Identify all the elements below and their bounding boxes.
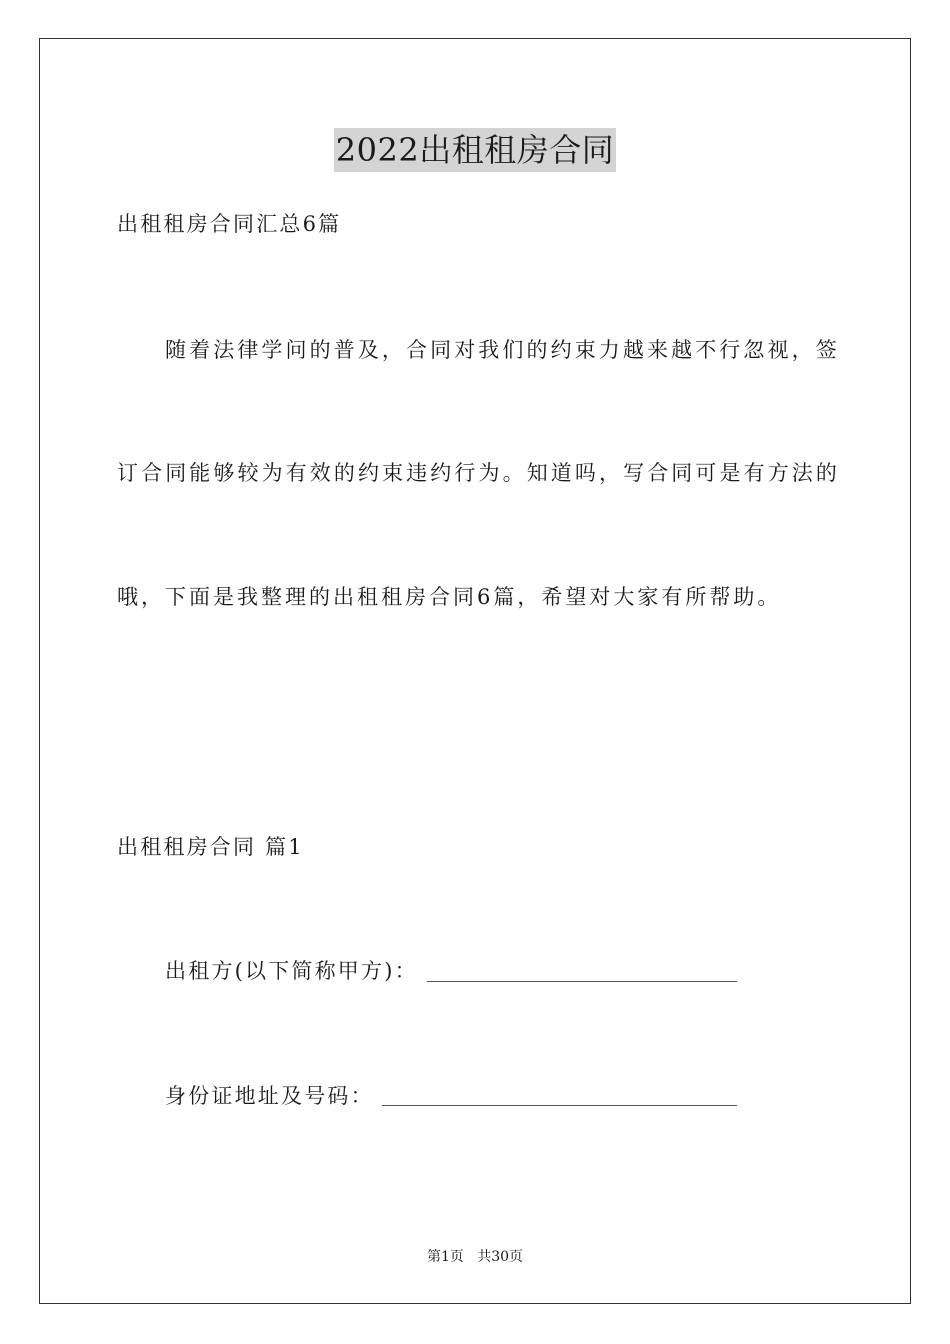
id-address-field-label: 身份证地址及号码： <box>165 1084 374 1108</box>
page-footer: 第1页 共30页 <box>426 1249 524 1265</box>
lessor-field-blank[interactable] <box>427 981 737 982</box>
document-title: 2022出租租房合同 <box>334 128 616 172</box>
intro-paragraph-line-2: 订合同能够较为有效的约束违约行为。知道吗，写合同可是有方法的 <box>117 461 840 485</box>
id-address-field-blank[interactable] <box>382 1105 737 1106</box>
section-heading: 出租租房合同 篇1 <box>117 835 304 859</box>
intro-paragraph-line-3: 哦，下面是我整理的出租租房合同6篇，希望对大家有所帮助。 <box>117 585 782 609</box>
lessor-field-label: 出租方(以下简称甲方)： <box>165 959 418 983</box>
intro-paragraph-line-1: 随着法律学问的普及，合同对我们的约束力越来越不行忽视，签 <box>165 338 840 362</box>
document-title-container <box>0 128 950 178</box>
document-subtitle: 出租租房合同汇总6篇 <box>117 212 342 236</box>
